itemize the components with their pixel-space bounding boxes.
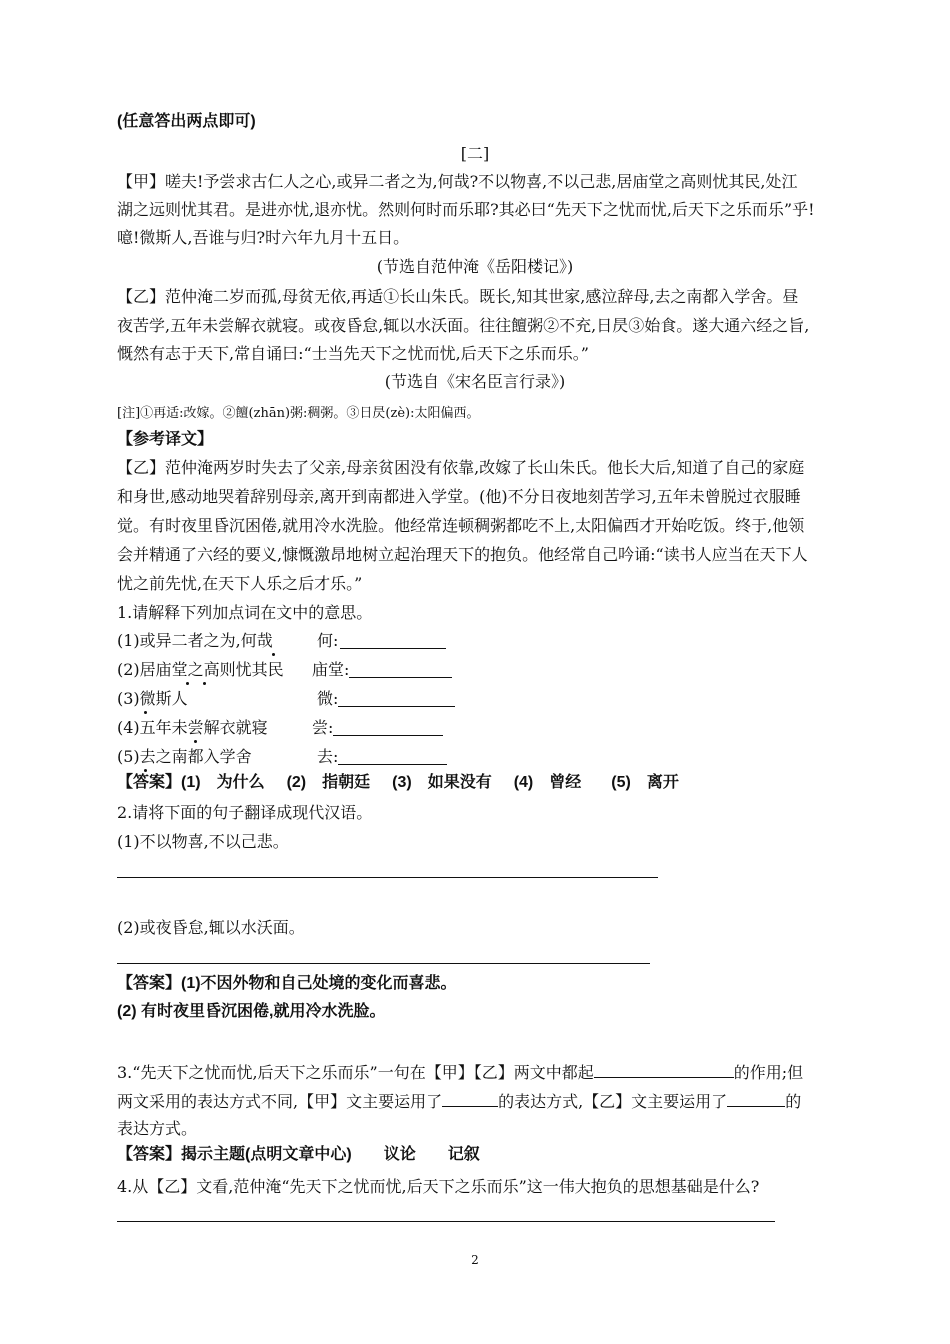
- q1-sentence: (4)五年未尝解衣就寝: [117, 718, 268, 737]
- q3-blank-1[interactable]: [594, 1061, 734, 1078]
- page-number: 2: [471, 1253, 479, 1267]
- translation-line: 觉。有时夜里昏沉困倦,就用冷水洗脸。他经常连顿稠粥都吃不上,太阳偏西才开始吃饭。终于,他领: [117, 516, 805, 535]
- q1-sentence: (1)或异二者之为,何哉: [117, 631, 273, 650]
- question-1-prompt: 1.请解释下列加点词在文中的意思。: [117, 603, 373, 622]
- q2-sentence-1: (1)不以物喜,不以己悲。: [117, 832, 289, 851]
- question-3-answer: [117, 1145, 502, 1165]
- translation-heading: 【参考译文】: [117, 431, 214, 448]
- q2-answer-line-2[interactable]: [117, 963, 650, 964]
- q1-blank-5[interactable]: [338, 748, 447, 765]
- answer-item: 记叙: [447, 1146, 480, 1163]
- emphasis-dot: [186, 682, 189, 685]
- q3-line: 表达方式。: [117, 1119, 198, 1138]
- question-2-answer: (2) 有时夜里昏沉困倦,就用冷水洗脸。: [117, 1003, 386, 1020]
- q3-text: 两文采用的表达方式不同,【甲】文主要运用了: [117, 1092, 443, 1111]
- q1-blank-2[interactable]: [349, 661, 452, 678]
- question-2-answer: 【答案】(1)不因外物和自己处境的变化而喜悲。: [117, 975, 457, 992]
- q1-sentence: (3)微斯人: [117, 689, 188, 708]
- passage-yi-line: 慨然有志于天下,常自诵曰:“士当先天下之忧而忧,后天下之乐而乐。”: [117, 344, 589, 363]
- q3-text: 的作用;但: [733, 1063, 804, 1082]
- q3-blank-3[interactable]: [727, 1090, 785, 1107]
- q1-key: 庙堂:: [312, 660, 350, 679]
- q1-key: 何:: [317, 631, 339, 650]
- q3-line: [117, 1090, 801, 1112]
- passage-jia-line: 【甲】嗟夫!予尝求古仁人之心,或异二者之为,何哉?不以物喜,不以己悲,居庙堂之高则忧其民,处江: [117, 172, 798, 191]
- answer-item: (1) 为什么: [181, 774, 265, 791]
- question-1-answer: [117, 773, 701, 793]
- source-yi: (节选自《宋名臣言行录》): [384, 372, 566, 391]
- emphasis-dot: [194, 740, 197, 743]
- question-2-prompt: 2.请将下面的句子翻译成现代汉语。: [117, 803, 373, 822]
- translation-line: 忧之前先忧,在天下人乐之后才乐。”: [117, 574, 363, 593]
- answer-item: 议论: [383, 1146, 416, 1163]
- answer-item: (5) 离开: [611, 774, 679, 791]
- answer-item: (3) 如果没有: [392, 774, 492, 791]
- emphasis-dot: [203, 682, 206, 685]
- q1-sentence: (2)居庙堂之高则忧其民: [117, 660, 284, 679]
- section-title: [二]: [460, 144, 490, 163]
- q3-blank-2[interactable]: [442, 1090, 498, 1107]
- emphasis-dot: [272, 653, 275, 656]
- q1-key: 尝:: [312, 718, 334, 737]
- q2-sentence-2: (2)或夜昏怠,辄以水沃面。: [117, 918, 305, 937]
- translation-line: 和身世,感动地哭着辞别母亲,离开到南都进入学堂。(他)不分日夜地刻苦学习,五年未曾脱过衣服睡: [117, 487, 801, 506]
- q3-text: 3.“先天下之忧而忧,后天下之乐而乐”一句在【甲】【乙】两文中都起: [117, 1063, 594, 1082]
- q3-line: [117, 1061, 803, 1083]
- passage-jia-line: 湖之远则忧其君。是进亦忧,退亦忧。然则何时而乐耶?其必曰“先天下之忧而忧,后天下之乐而乐”乎!: [117, 200, 815, 219]
- source-jia: (节选自范仲淹《岳阳楼记》): [376, 257, 574, 276]
- footnote: [注]①再适:改嫁。②饘(zhān)粥:稠粥。③日昃(zè):太阳偏西。: [117, 406, 480, 421]
- answer-item: (2) 指朝廷: [286, 774, 371, 791]
- answer-label: 【答案】: [117, 774, 182, 791]
- q2-answer-line-1[interactable]: [117, 877, 658, 878]
- top-note: (任意答出两点即可): [117, 113, 256, 130]
- q1-blank-4[interactable]: [333, 719, 443, 736]
- q1-key: 去:: [317, 747, 339, 766]
- q1-blank-1[interactable]: [340, 632, 446, 649]
- emphasis-dot: [144, 769, 147, 772]
- q1-sentence: (5)去之南都入学舍: [117, 747, 252, 766]
- q3-text: 的: [785, 1092, 802, 1111]
- answer-label: 【答案】: [117, 1146, 182, 1163]
- emphasis-dot: [144, 711, 147, 714]
- answer-item: 揭示主题(点明文章中心): [181, 1146, 352, 1163]
- q3-text: 的表达方式,【乙】文主要运用了: [498, 1092, 728, 1111]
- q1-key: 微:: [317, 689, 339, 708]
- question-4-prompt: 4.从【乙】文看,范仲淹“先天下之忧而忧,后天下之乐而乐”这一伟大抱负的思想基础是什么?: [117, 1177, 760, 1196]
- translation-line: 【乙】范仲淹两岁时失去了父亲,母亲贫困没有依靠,改嫁了长山朱氏。他长大后,知道了自己的家庭: [117, 458, 805, 477]
- q1-blank-3[interactable]: [338, 690, 455, 707]
- passage-yi-line: 夜苦学,五年未尝解衣就寝。或夜昏怠,辄以水沃面。往往饘粥②不充,日昃③始食。遂大通六经之旨,: [117, 316, 810, 335]
- translation-line: 会并精通了六经的要义,慷慨激昂地树立起治理天下的抱负。他经常自己吟诵:“读书人应当在天下人: [117, 545, 808, 564]
- answer-item: (4) 曾经: [513, 774, 582, 791]
- q4-answer-line[interactable]: [117, 1221, 775, 1222]
- passage-yi-line: 【乙】范仲淹二岁而孤,母贫无依,再适①长山朱氏。既长,知其世家,感泣辞母,去之南都入学舍。昼: [117, 287, 799, 306]
- passage-jia-line: 噫!微斯人,吾谁与归?时六年九月十五日。: [117, 228, 410, 247]
